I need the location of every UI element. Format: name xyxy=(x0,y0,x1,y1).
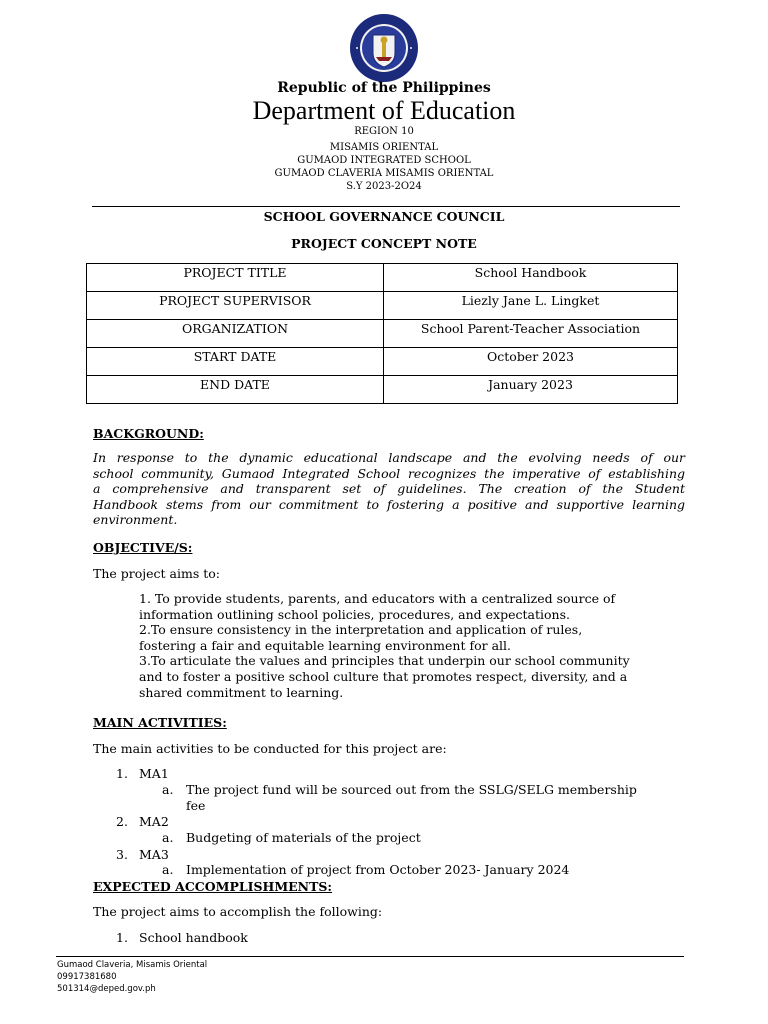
objectives-heading: OBJECTIVE/S: xyxy=(93,540,193,555)
background-line: environment. xyxy=(93,512,178,527)
objective-line: shared commitment to learning. xyxy=(139,684,344,700)
objective-line: fostering a fair and equitable learning environment for all. xyxy=(139,637,511,653)
footer-email: 501314@deped.gov.ph xyxy=(57,984,156,994)
table-cell-label: START DATE xyxy=(87,348,384,376)
objective-line: and to foster a positive school culture that promotes respect, diversity, and a xyxy=(139,668,628,684)
activity-label: MA2 xyxy=(139,814,169,829)
table-row xyxy=(87,348,678,376)
objective-line: information outlining school policies, procedures, and expectations. xyxy=(139,606,570,622)
accomplishment-label: School handbook xyxy=(139,930,248,945)
address-line: GUMAOD CLAVERIA MISAMIS ORIENTAL xyxy=(274,168,494,179)
table-row xyxy=(87,320,678,348)
project-info-table xyxy=(86,263,678,404)
table-cell-label: PROJECT SUPERVISOR xyxy=(87,292,384,320)
council-heading: SCHOOL GOVERNANCE COUNCIL xyxy=(263,209,505,224)
table-cell-label: PROJECT TITLE xyxy=(87,264,384,292)
activity-sub-text: fee xyxy=(186,798,206,813)
table-row xyxy=(87,376,678,404)
activity-sub-text: Implementation of project from October 2023- January 2024 xyxy=(186,862,570,877)
division-line: MISAMIS ORIENTAL xyxy=(329,142,439,153)
region-line: REGION 10 xyxy=(354,126,414,137)
activity-number: 3. xyxy=(116,847,128,862)
table-cell-value: October 2023 xyxy=(384,348,678,376)
table-cell-label: ORGANIZATION xyxy=(87,320,384,348)
school-line: GUMAOD INTEGRATED SCHOOL xyxy=(297,155,471,166)
department-heading: Department of Education xyxy=(252,96,516,125)
table-row xyxy=(87,292,678,320)
table-row xyxy=(87,264,678,292)
header-divider xyxy=(92,206,680,207)
background-line: a comprehensive and transparent set of guidelines. The creation of the Student xyxy=(93,481,685,496)
activity-number: 1. xyxy=(116,766,128,781)
objective-line: 2.To ensure consistency in the interpretation and application of rules, xyxy=(139,622,583,638)
table-cell-value: School Handbook xyxy=(384,264,678,292)
activity-sub-letter: a. xyxy=(162,782,174,797)
activity-sub-text: The project fund will be sourced out from the SSLG/SELG membership xyxy=(186,782,637,797)
activities-intro: The main activities to be conducted for this project are: xyxy=(93,741,447,756)
table-cell-value: January 2023 xyxy=(384,376,678,404)
objective-line: 1. To provide students, parents, and educators with a centralized source of xyxy=(139,591,616,606)
objective-line: 3.To articulate the values and principles that underpin our school community xyxy=(139,653,630,669)
background-paragraph xyxy=(93,450,685,528)
activity-sub-letter: a. xyxy=(162,830,174,845)
background-line: Handbook stems from our commitment to fostering a positive and supportive learning xyxy=(93,496,685,512)
objectives-list xyxy=(139,591,689,700)
activity-label: MA3 xyxy=(139,847,169,862)
footer-address: Gumaod Claveria, Misamis Oriental xyxy=(57,960,208,970)
background-heading: BACKGROUND: xyxy=(93,426,204,441)
republic-heading: Republic of the Philippines xyxy=(277,80,491,96)
activity-number: 2. xyxy=(116,814,128,829)
activities-heading: MAIN ACTIVITIES: xyxy=(93,715,227,730)
school-year-line: S.Y 2023-2O24 xyxy=(346,181,422,192)
deped-seal-logo xyxy=(349,13,419,83)
background-line: In response to the dynamic educational landscape and the evolving needs of our xyxy=(93,450,685,465)
activity-sub-letter: a. xyxy=(162,862,174,877)
accomplishments-heading: EXPECTED ACCOMPLISHMENTS: xyxy=(93,879,333,894)
table-cell-value: Liezly Jane L. Lingket xyxy=(384,292,678,320)
objectives-intro: The project aims to: xyxy=(93,566,220,581)
table-cell-value: School Parent-Teacher Association xyxy=(384,320,678,348)
document-title: PROJECT CONCEPT NOTE xyxy=(291,236,477,251)
activity-label: MA1 xyxy=(139,766,169,781)
accomplishments-intro: The project aims to accomplish the following: xyxy=(93,904,383,919)
background-line: school community, Gumaod Integrated School recognizes the imperative of establishing xyxy=(93,465,685,481)
footer-divider xyxy=(56,956,684,957)
activity-sub-text: Budgeting of materials of the project xyxy=(186,830,421,845)
table-cell-label: END DATE xyxy=(87,376,384,404)
footer-phone: 09917381680 xyxy=(57,972,117,982)
accomplishment-number: 1. xyxy=(116,930,128,945)
